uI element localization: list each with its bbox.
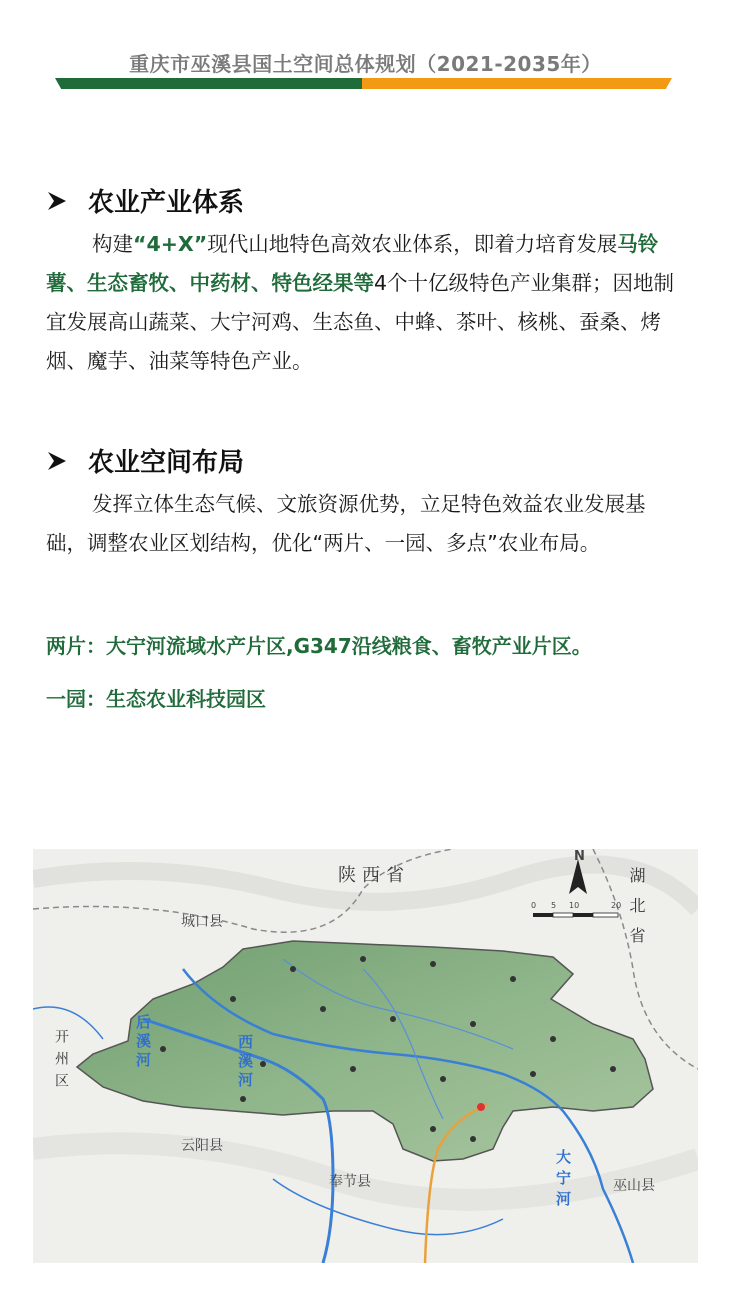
header-bar-orange — [362, 78, 672, 89]
section2-paragraph — [46, 485, 686, 563]
county-seat-marker — [477, 1103, 485, 1111]
county-map — [33, 849, 698, 1263]
scale-tick: 0 — [531, 901, 537, 910]
note-one-park: 一园：生态农业科技园区 — [46, 687, 266, 711]
section-heading-agri-industry — [46, 182, 244, 219]
para-text: 发挥立体生态气候、文旅资源优势，立足特色效益农业发展基础，调整农业区划结构，优化“两片、一园、多点”农业布局。 — [46, 492, 646, 555]
label-yunyang: 云阳县 — [181, 1138, 223, 1154]
label-river-daning: 大宁河 — [554, 1149, 572, 1212]
section1-paragraph — [46, 225, 686, 381]
note-two-zones: 两片：大宁河流域水产片区,G347沿线粮食、畜牧产业片区。 — [46, 634, 592, 658]
section-heading-text: 农业产业体系 — [88, 188, 245, 218]
label-wushan: 巫山县 — [613, 1178, 655, 1194]
label-chengkou: 城口县 — [181, 914, 223, 930]
header-bar-green — [55, 78, 365, 89]
para-text: 4个十亿级特色产业集群；因地制宜发展高山蔬菜、大宁河鸡、生态鱼、中蜂、茶叶、核桃、蚕桑、烤烟、魔芋、油菜等特色产业。 — [46, 271, 675, 373]
para-text: 现代山地特色高效农业体系，即着力培育发展 — [207, 232, 618, 256]
highlight-industries: 马铃薯、生态畜牧、中药材、特色经果等 — [46, 232, 659, 295]
scale-bar — [533, 913, 618, 917]
label-river-west: 后溪河 — [134, 1014, 152, 1071]
label-fengjie: 奉节县 — [329, 1174, 371, 1190]
label-hubei: 湖北省 — [627, 867, 646, 957]
label-shaanxi: 陕西省 — [338, 865, 410, 886]
arrow-bullet-icon — [46, 190, 68, 212]
label-kaizhou: 开州区 — [53, 1029, 69, 1095]
section-heading-agri-layout — [46, 442, 244, 479]
compass-label: N — [574, 849, 585, 864]
para-text: 构建 — [92, 232, 133, 256]
scale-tick: 10 — [569, 901, 580, 910]
scale-tick: 5 — [551, 901, 557, 910]
section-heading-text: 农业空间布局 — [88, 448, 245, 478]
arrow-bullet-icon — [46, 450, 68, 472]
document-title: 重庆市巫溪县国土空间总体规划（2021-2035年） — [129, 52, 602, 76]
highlight-4x: “4+X” — [133, 232, 208, 256]
scale-tick: 20 — [611, 901, 622, 910]
page-header — [0, 0, 731, 100]
label-river-xixi: 西溪河 — [236, 1034, 254, 1091]
